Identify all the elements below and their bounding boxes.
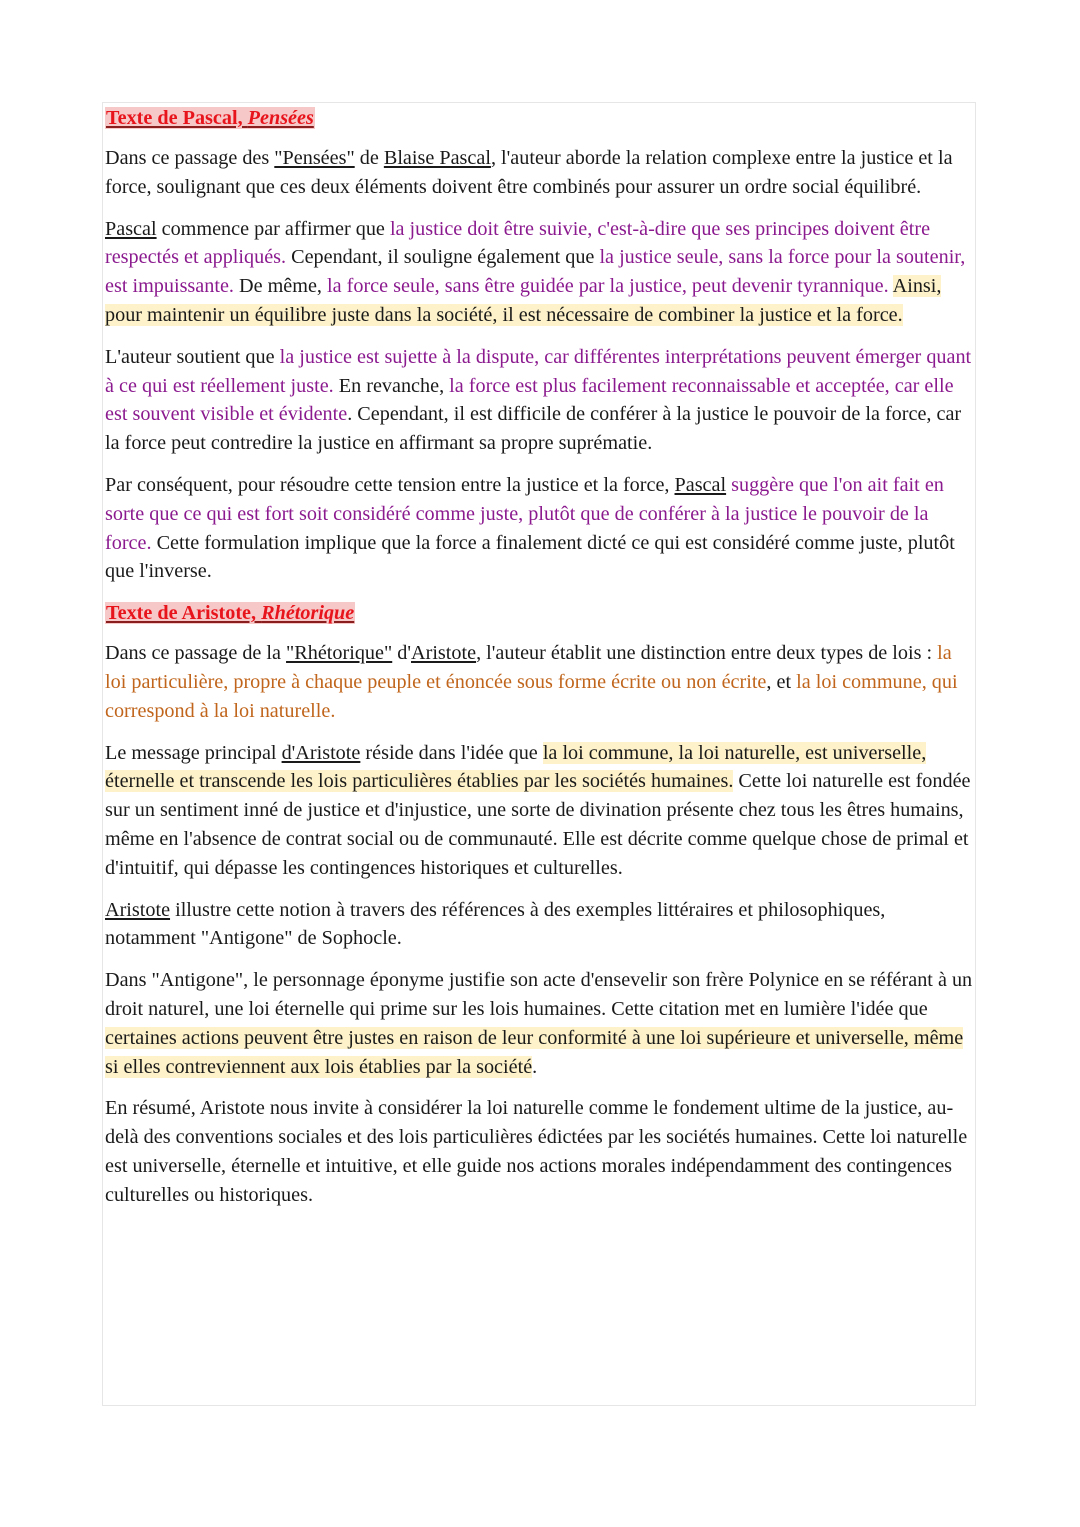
yellow-highlight: Ainsi, pour maintenir un équilibre juste dans la société, il est nécessaire de combiner la justice et la force. xyxy=(105,275,942,326)
heading-prefix: Texte de Aristote, xyxy=(106,602,262,625)
paragraph-aristote-2 xyxy=(105,739,973,883)
paragraph-aristote-5 xyxy=(105,1094,973,1209)
author-link-aristote[interactable]: Aristote xyxy=(105,898,171,921)
paragraph-pascal-2 xyxy=(105,215,973,330)
author-link-aristote[interactable]: d'Aristote xyxy=(281,741,361,764)
text-run: , l'auteur établit une distinction entre deux types de lois : xyxy=(476,642,938,665)
paragraph-pascal-3 xyxy=(105,343,973,458)
heading-highlight xyxy=(105,107,315,129)
text-run: L'auteur soutient que xyxy=(105,345,280,368)
paragraph-pascal-1 xyxy=(105,144,973,202)
yellow-highlight: certaines actions peuvent être justes en raison de leur conformité à une loi supérieure et universelle, même si elles contreviennent aux lois établies par la société xyxy=(105,1026,964,1078)
text-run: Dans ce passage des xyxy=(105,147,275,169)
text-run: Cette formulation implique que la force a finalement dicté ce qui est considéré comme juste, plutôt que l'inverse. xyxy=(105,531,955,583)
text-run: , l'auteur aborde la relation complexe entre la justice et la force, soulignant que ces deux éléments doivent être combinés pour assurer un ordre social équilibré. xyxy=(105,147,953,198)
text-run: . Cependant, il est difficile de conférer à la justice le pouvoir de la force, car la force peut contredire la justice en affirmant sa propre suprématie. xyxy=(105,403,962,455)
yellow-highlight: la loi commune, la loi naturelle, est universelle, éternelle et transcende les lois particulières établies par les sociétés humaines. xyxy=(105,741,927,793)
orange-annotation: la loi commune, qui correspond à la loi naturelle. xyxy=(105,670,958,722)
text-run: Dans ce passage de la xyxy=(105,642,287,665)
author-link-pascal[interactable]: Pascal xyxy=(674,473,727,496)
purple-annotation: la justice est sujette à la dispute, car différentes interprétations peuvent émerger quant à ce qui est réellement juste. xyxy=(105,345,972,397)
text-run: Cette loi naturelle est fondée sur un sentiment inné de justice et d'injustice, une sorte de divination présente chez tous les êtres humains, même en l'absence de contrat social ou de communauté. Elle est décrite comme quelque chose de primal et d'intuitif, qui dépasse les contingences historiques et culturelles. xyxy=(105,770,971,879)
author-link-blaise-pascal[interactable]: Blaise Pascal xyxy=(383,147,491,169)
text-run: En résumé, Aristote nous invite à considérer la loi naturelle comme le fondement ultime de la justice, au-delà des conventions sociales et des lois particulières édictées par les sociétés humaines. Cette loi naturelle est universelle, éternelle et intuitive, et elle guide nos actions morales indépendamment des contingences culturelles ou historiques. xyxy=(105,1097,968,1206)
purple-annotation: la justice doit être suivie, c'est-à-dire que ses principes doivent être respectés et appliqués. xyxy=(105,217,931,269)
heading-work-title: Rhétorique xyxy=(261,602,355,625)
purple-annotation: la justice seule, sans la force pour la soutenir, est impuissante. xyxy=(105,246,966,298)
document-body xyxy=(105,104,973,1223)
text-run: Cependant, il souligne également que xyxy=(286,246,600,269)
section-heading-pascal xyxy=(105,104,973,132)
orange-annotation: la loi particulière, propre à chaque peuple et énoncée sous forme écrite ou non écrite xyxy=(105,642,952,693)
text-run: de xyxy=(354,147,384,169)
text-run: . xyxy=(532,1055,538,1078)
paragraph-aristote-3 xyxy=(105,896,973,954)
section-heading-aristote xyxy=(105,599,973,627)
text-run: , et xyxy=(766,670,797,693)
author-link-pascal[interactable]: Pascal xyxy=(105,217,157,240)
text-run: Dans "Antigone", le personnage éponyme justifie son acte d'ensevelir son frère Polynice en se référant à un droit naturel, une loi éternelle qui prime sur les lois humaines. Cette citation met en lumière l'idée que xyxy=(105,969,973,1020)
author-link-aristote[interactable]: Aristote xyxy=(411,642,477,665)
purple-annotation: la force est plus facilement reconnaissable et acceptée, car elle est souvent visible et évidente xyxy=(105,374,954,426)
paragraph-aristote-4 xyxy=(105,966,973,1081)
text-run: En revanche, xyxy=(333,374,450,397)
text-run: commence par affirmer que xyxy=(156,217,390,240)
paragraph-pascal-4 xyxy=(105,471,973,586)
text-run: De même, xyxy=(233,275,328,298)
heading-highlight xyxy=(105,602,355,624)
text-run: illustre cette notion à travers des références à des exemples littéraires et philosophiques, notamment "Antigone" de Sophocle. xyxy=(105,898,886,950)
work-link-pensees[interactable]: "Pensées" xyxy=(274,147,355,169)
purple-annotation: suggère que l'on ait fait en sorte que ce qui est fort soit considéré comme juste, plutôt que de conférer à la justice le pouvoir de la force. xyxy=(105,473,944,554)
paragraph-aristote-1 xyxy=(105,639,973,725)
text-run: d' xyxy=(392,642,412,665)
heading-prefix: Texte de Pascal, xyxy=(106,107,248,129)
text-run: réside dans l'idée que xyxy=(360,741,543,764)
purple-annotation: la force seule, sans être guidée par la justice, peut devenir tyrannique. xyxy=(327,275,889,298)
text-run: Par conséquent, pour résoudre cette tension entre la justice et la force, xyxy=(105,473,675,496)
heading-work-title: Pensées xyxy=(247,107,314,129)
work-link-rhetorique[interactable]: "Rhétorique" xyxy=(286,642,393,665)
text-run: Le message principal xyxy=(105,741,282,764)
